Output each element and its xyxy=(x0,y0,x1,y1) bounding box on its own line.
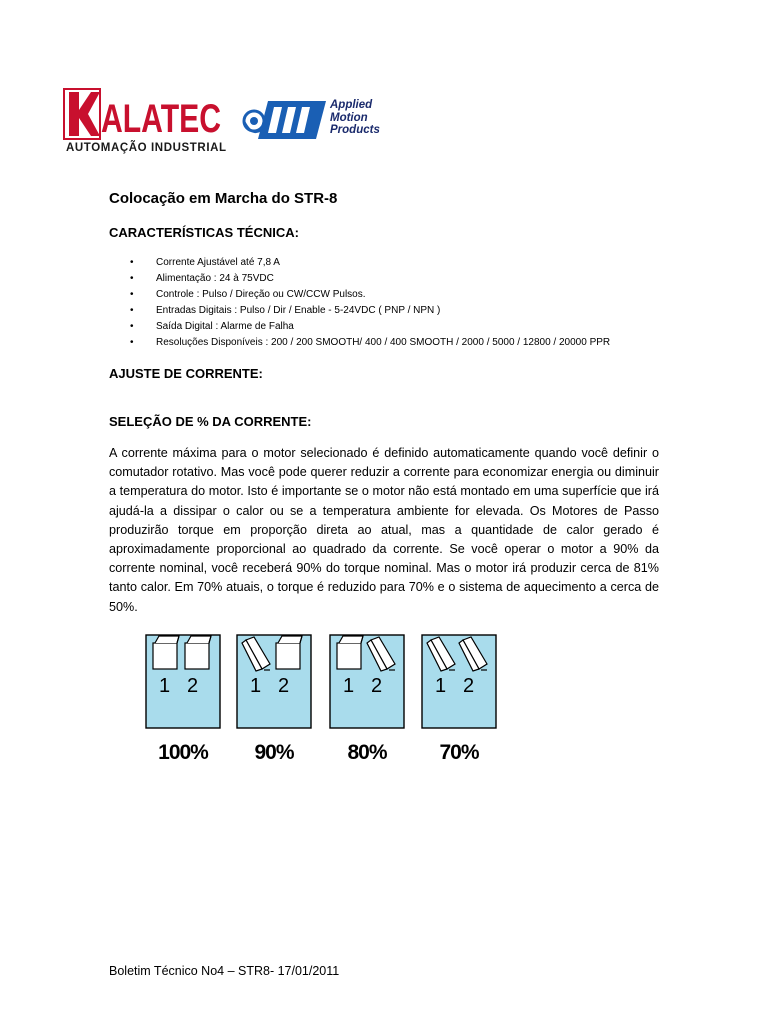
dip-percent-label: 100% xyxy=(158,741,208,764)
footer-text: Boletim Técnico No4 – STR8- 17/01/2011 xyxy=(109,964,340,978)
dip-switch-graphic xyxy=(145,634,221,729)
dip-percent-label: 90% xyxy=(254,741,294,764)
kalatec-logo xyxy=(63,88,227,156)
amp-line-2: Motion xyxy=(330,111,368,124)
spec-item: • Corrente Ajustável até 7,8 A xyxy=(130,255,610,271)
specs-heading: CARACTERÍSTICAS TÉCNICA: xyxy=(109,225,299,240)
dip-switch-number-2: 2 xyxy=(278,675,290,697)
spec-item: • Controle : Pulso / Direção ou CW/CCW Pulsos. xyxy=(130,287,610,303)
current-adjust-heading: AJUSTE DE CORRENTE: xyxy=(109,366,263,381)
dip-switch-number-2: 2 xyxy=(187,675,199,697)
dip-switch-lever-2-up xyxy=(276,636,302,669)
dip-diagram-80 xyxy=(329,634,405,729)
applied-motion-logo-mark xyxy=(240,97,330,143)
dip-percent-label: 70% xyxy=(439,741,479,764)
dip-switch-graphic xyxy=(329,634,405,729)
dip-switch-number-2: 2 xyxy=(371,675,383,697)
dip-switch-number-1: 1 xyxy=(250,675,262,697)
dip-switch-lever-2-up xyxy=(185,636,211,669)
dip-switch-lever-1-up xyxy=(153,636,179,669)
dip-diagram-90 xyxy=(236,634,312,729)
spec-item: • Entradas Digitais : Pulso / Dir / Enable - 5-24VDC ( PNP / NPN ) xyxy=(130,303,610,319)
spec-item: • Alimentação : 24 à 75VDC xyxy=(130,271,610,287)
spec-list xyxy=(130,255,610,351)
spec-item: • Saída Digital : Alarme de Falha xyxy=(130,319,610,335)
dip-switch-number-1: 1 xyxy=(435,675,447,697)
kalatec-logo-mark xyxy=(63,88,223,140)
amp-line-1: Applied xyxy=(330,99,373,111)
applied-motion-wordmark xyxy=(330,99,380,137)
applied-motion-logo xyxy=(240,97,395,147)
dip-percent-label: 80% xyxy=(347,741,387,764)
dip-switch-number-2: 2 xyxy=(463,675,475,697)
dip-switch-graphic xyxy=(236,634,312,729)
dip-switch-graphic xyxy=(421,634,497,729)
kalatec-subtitle: AUTOMAÇÃO INDUSTRIAL xyxy=(66,142,227,154)
current-selection-heading: SELEÇÃO DE % DA CORRENTE: xyxy=(109,414,312,429)
page-title: Colocação em Marcha do STR-8 xyxy=(109,190,338,207)
spec-item: • Resoluções Disponíveis : 200 / 200 SMOOTH/ 400 / 400 SMOOTH / 2000 / 5000 / 12800 / 20000 PPR xyxy=(130,335,610,351)
body-paragraph: A corrente máxima para o motor selecionado é definido automaticamente quando você definir o comutador rotativo. Mas você pode querer reduzir a corrente para economizar energia ou diminuir a temperatura do motor. Isto é importante se o motor não está montado em uma superfície que irá ajudá-la a dissipar o calor ou se a temperatura ambiente for elevada. Os Motores de Passo produzirão torque em proporção direta ao atual, mas a quantidade de calor gerado é aproximadamente proporcional ao quadrado da corrente. Se você operar o motor a 90% da corrente nominal, você receberá 90% do torque nominal. Mas o motor irá produzir cerca de 81% tanto calor. Em 70% atuais, o torque é reduzido para 70% e o sistema de aquecimento a cerca de 50%. xyxy=(109,446,659,614)
dip-diagram-100 xyxy=(145,634,221,729)
dip-diagram-70 xyxy=(421,634,497,729)
dip-switch-number-1: 1 xyxy=(159,675,171,697)
dip-switch-number-1: 1 xyxy=(343,675,355,697)
amp-line-3: Products xyxy=(330,124,380,136)
dip-switch-lever-1-up xyxy=(337,636,363,669)
svg-text:ALATEC: ALATEC xyxy=(101,97,221,141)
